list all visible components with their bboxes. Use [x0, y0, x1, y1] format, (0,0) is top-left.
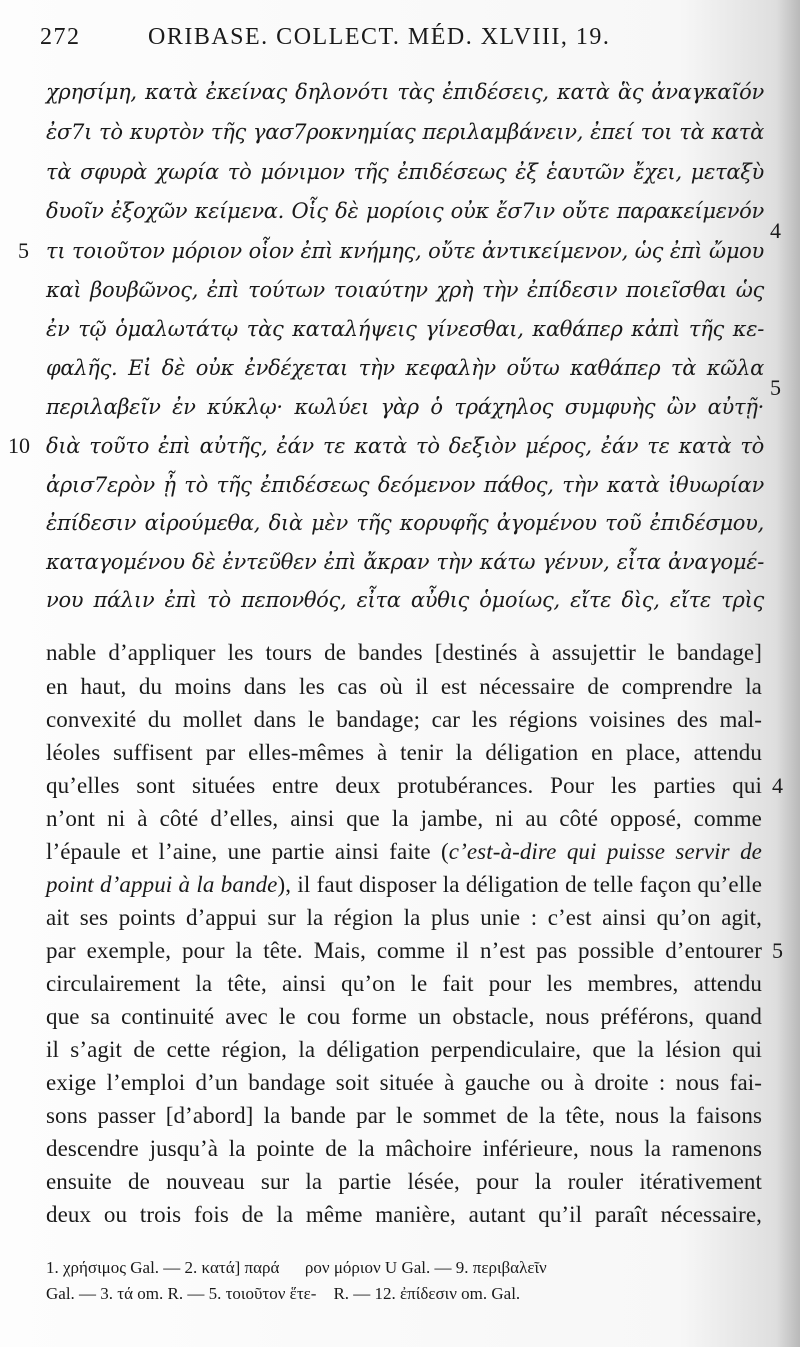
french-line: point d’appui à la bande), il faut disposer la déligation de telle façon qu’elle [46, 872, 763, 897]
page-number: 272 [40, 24, 81, 50]
greek-line: νου πάλιν ἐπὶ τὸ πεπονθός, εἶτα αὖθις ὁμοίως, εἴτε δὶς, εἴτε τρὶς [46, 588, 764, 612]
french-line: qu’elles sont situées entre deux protubérances. Pour les parties qui [46, 773, 762, 798]
greek-line: ἐσ7ι τὸ κυρτὸν τῆς γασ7ροκνημίας περιλαμβάνειν, ἐπεί τοι τὰ κατὰ [46, 120, 764, 144]
line-number: 5 [772, 938, 783, 963]
french-line: en haut, du moins dans les cas où il est nécessaire de comprendre la [46, 674, 762, 699]
french-line: exige l’emploi d’un bandage soit située à gauche ou à droite : nous fai- [46, 1070, 762, 1095]
greek-line: ἐπίδεσιν αἱρούμεθα, διὰ μὲν τῆς κορυφῆς ἀγομένου τοῦ ἐπιδέσμου, [46, 511, 764, 535]
footnote-line: 1. χρήσιμος Gal. — 2. κατά] παρά ρον μόριον U Gal. — 9. περιβαλεῖν [46, 1258, 547, 1277]
line-number: 5 [770, 375, 781, 400]
french-line: que sa continuité avec le cou forme un obstacle, nous préférons, quand [46, 1004, 762, 1029]
french-line: ait ses points d’appui sur la région la plus unie : c’est ainsi qu’on agit, [46, 905, 762, 930]
greek-line: καὶ βουβῶνος, ἐπὶ τούτων τοιαύτην χρὴ τὴν ἐπίδεσιν ποιεῖσθαι ὡς [46, 278, 764, 302]
running-title: ORIBASE. COLLECT. MÉD. XLVIII, 19. [148, 24, 611, 50]
french-line: convexité du mollet dans le bandage; car les régions voisines des mal- [46, 707, 762, 732]
line-number: 4 [770, 218, 781, 243]
french-line: descendre jusqu’à la pointe de la mâchoire inférieure, nous la ramenons [46, 1136, 762, 1161]
french-line: circulairement la tête, ainsi qu’on le fait pour les membres, attendu [46, 971, 762, 996]
greek-line: τὰ σφυρὰ χωρία τὸ μόνιμον τῆς ἐπιδέσεως ἐξ ἑαυτῶν ἔχει, μεταξὺ [46, 160, 764, 184]
line-number: 5 [18, 238, 29, 263]
french-line: nable d’appliquer les tours de bandes [destinés à assujettir le bandage] [46, 640, 762, 665]
french-line: sons passer [d’abord] la bande par le sommet de la tête, nous la faisons [46, 1103, 762, 1128]
italic-phrase: point d’appui à la bande [46, 872, 278, 897]
italic-phrase: c’est-à-dire qui puisse servir de [448, 839, 762, 864]
greek-line: χρησίμη, κατὰ ἐκείνας δηλονότι τὰς ἐπιδέσεις, κατὰ ἃς ἀναγκαῖόν [46, 80, 764, 104]
greek-line: ἀρισ7ερὸν ᾖ τὸ τῆς ἐπιδέσεως δεόμενον πάθος, τὴν κατὰ ἰθυωρίαν [46, 473, 764, 497]
greek-line: καταγομένου δὲ ἐντεῦθεν ἐπὶ ἄκραν τὴν κάτω γένυν, εἶτα ἀναγομέ- [46, 550, 764, 574]
french-line: deux ou trois fois de la même manière, autant qu’il paraît nécessaire, [46, 1202, 762, 1227]
greek-line: διὰ τοῦτο ἐπὶ αὐτῆς, ἐάν τε κατὰ τὸ δεξιὸν μέρος, ἐάν τε κατὰ τὸ [46, 434, 764, 458]
french-line: par exemple, pour la tête. Mais, comme il n’est pas possible d’entourer [46, 938, 762, 963]
footnote-line: Gal. — 3. τά om. R. — 5. τοιοῦτον ἕτε- R. — 12. ἐπίδεσιν om. Gal. [46, 1284, 521, 1303]
greek-line: περιλαβεῖν ἐν κύκλῳ· κωλύει γὰρ ὁ τράχηλος συμφυὴς ὢν αὐτῇ· [46, 395, 764, 419]
line-number: 10 [8, 433, 30, 458]
french-line: l’épaule et l’aine, une partie ainsi faite (c’est-à-dire qui puisse servir de [46, 839, 762, 864]
greek-line: φαλῆς. Εἰ δὲ οὐκ ἐνδέχεται τὴν κεφαλὴν οὕτω καθάπερ τὰ κῶλα [46, 356, 764, 380]
greek-line: δυοῖν ἐξοχῶν κείμενα. Οἷς δὲ μορίοις οὐκ ἔσ7ιν οὔτε παρακείμενόν [46, 199, 764, 223]
greek-line: τι τοιοῦτον μόριον οἷον ἐπὶ κνήμης, οὔτε ἀντικείμενον, ὡς ἐπὶ ὤμου [46, 239, 764, 263]
line-number: 4 [772, 773, 783, 798]
french-line: léoles suffisent par elles-mêmes à tenir la déligation en place, attendu [46, 740, 762, 765]
french-line: n’ont ni à côté d’elles, ainsi que la jambe, ni au côté opposé, comme [46, 806, 762, 831]
greek-line: ἐν τῷ ὁμαλωτάτῳ τὰς καταλήψεις γίνεσθαι, καθάπερ κἀπὶ τῆς κε- [46, 317, 764, 341]
french-line: ensuite de nouveau sur la partie lésée, pour la rouler itérativement [46, 1169, 762, 1194]
page-header [30, 24, 770, 64]
french-line: il s’agit de cette région, la déligation perpendiculaire, que la lésion qui [46, 1037, 762, 1062]
